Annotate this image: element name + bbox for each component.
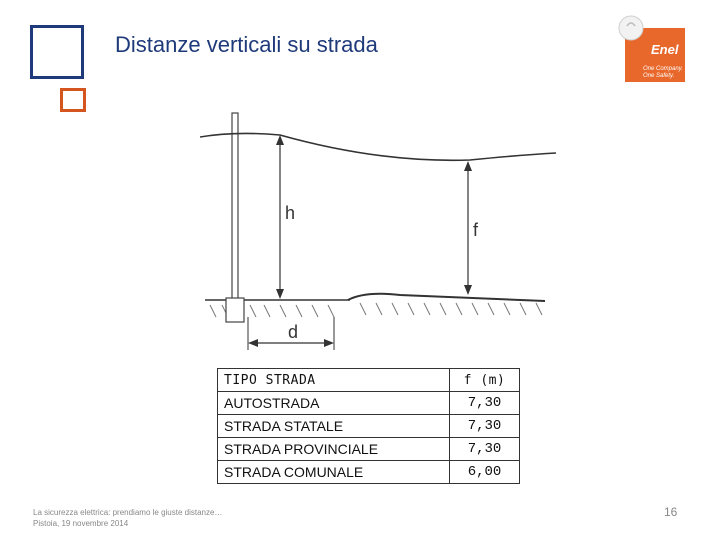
label-f: f (473, 220, 479, 240)
logo-tagline-2: One Safety. (643, 73, 675, 79)
soil-hatching (210, 303, 542, 317)
header-f-value: f (m) (450, 369, 520, 392)
row-f-value: 7,30 (450, 438, 520, 461)
row-road-type: STRADA COMUNALE (218, 461, 450, 484)
slide-footer (33, 507, 222, 529)
page-number: 16 (664, 505, 678, 519)
row-f-value: 6,00 (450, 461, 520, 484)
footer-line-1: La sicurezza elettrica: prendiamo le giuste distanze… (33, 508, 223, 517)
row-road-type: STRADA STATALE (218, 415, 450, 438)
label-d: d (288, 322, 299, 342)
table-row (218, 461, 520, 484)
slide-title: Distanze verticali su strada (115, 32, 378, 57)
pole-foundation (226, 298, 244, 322)
table-header-row (218, 369, 520, 392)
road-clearance-diagram (200, 105, 562, 357)
decorative-orange-square (60, 88, 86, 112)
road-type-table (217, 368, 520, 484)
row-road-type: AUTOSTRADA (218, 392, 450, 415)
footer-line-2: Pistoia, 19 novembre 2014 (33, 519, 129, 528)
logo-tagline-1: One Company. (643, 66, 683, 72)
header-road-type: TIPO STRADA (218, 369, 450, 392)
logo-brand: Enel (651, 42, 679, 57)
row-f-value: 7,30 (450, 415, 520, 438)
utility-pole (232, 113, 238, 309)
table-row (218, 438, 520, 461)
enel-logo (617, 14, 689, 84)
decorative-blue-square (30, 25, 84, 79)
overhead-conductor (200, 133, 556, 160)
row-road-type: STRADA PROVINCIALE (218, 438, 450, 461)
table-row (218, 415, 520, 438)
table-row (218, 392, 520, 415)
label-h: h (285, 203, 296, 223)
row-f-value: 7,30 (450, 392, 520, 415)
road-surface (348, 294, 545, 301)
